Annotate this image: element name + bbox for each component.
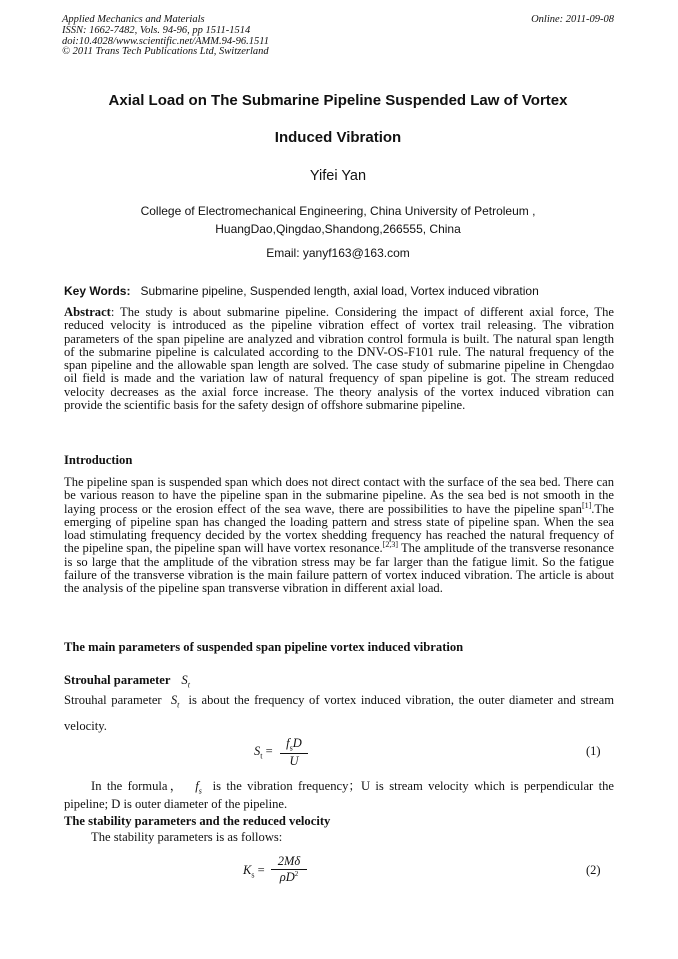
- eq1-lhs-symbol: S: [254, 744, 261, 758]
- eq1-denominator: U: [289, 753, 299, 768]
- eq2-denominator: ρD: [279, 870, 295, 884]
- strouhal-description: [64, 690, 614, 737]
- eq1-number: (1): [586, 744, 601, 758]
- stability-text: The stability parameters is as follows:: [91, 830, 283, 844]
- intro-text-2: .The emerging of pipeline span has changed the loading pattern and stress state of pipeline span. When the sea load stimulating frequency decided by the vortex shedding frequency has reached the natural frequency of the pipeline span, the pipeline span will have vortex resonance.: [64, 501, 614, 556]
- issn-line: ISSN: 1662-7482, Vols. 94-96, pp 1511-1514: [62, 24, 251, 36]
- doi-line: doi:10.4028/www.scientific.net/AMM.94-96.1511: [62, 35, 269, 47]
- strouhal-heading-text: Strouhal parameter: [64, 673, 171, 687]
- copyright-line: © 2011 Trans Tech Publications Ltd, Switzerland: [62, 46, 269, 58]
- affiliation-line-1: College of Electromechanical Engineering, China University of Petroleum ,: [140, 204, 536, 218]
- formula-symbol-f: f: [195, 779, 199, 793]
- abstract: [64, 306, 614, 412]
- eq1-num-sub: s: [289, 743, 293, 753]
- section-heading-parameters: The main parameters of suspended span pipeline vortex induced vibration: [64, 640, 464, 654]
- eq2-lhs-sub: s: [251, 870, 255, 880]
- strouhal-symbol-sub: t: [187, 680, 190, 690]
- author-email: Email: yanyf163@163.com: [266, 246, 410, 260]
- eq1-fraction: [280, 736, 308, 769]
- journal-header: [62, 15, 614, 58]
- eq2-lhs-symbol: K: [243, 863, 252, 877]
- intro-text-3: The amplitude of the transverse resonance is so large that the amplitude of the vibration stress may be far larger than the fatigue limit. So the fatigue failure of the transverse vibration is the main failure pattern of vortex induced vibration. The article is about the analysis of the pipeline span transverse vibration in different axial load.: [64, 541, 614, 596]
- keywords: [64, 284, 616, 298]
- title-line-2: Induced Vibration: [274, 129, 402, 146]
- intro-text-1: The pipeline span is suspended span which does not direct contact with the surface of the sea bed. There can be various reason to have the pipeline span in the submarine pipeline. As the sea bed is not smooth in the laying process or the erosion effect of the sea wave, there are possibilities to have the pipeline span: [64, 475, 614, 516]
- eq2-number: (2): [586, 863, 601, 877]
- eq2-fraction: [271, 854, 307, 885]
- strouhal-text-b: is about the frequency of vortex induced vibration, the outer diameter and stream velocity.: [64, 693, 615, 733]
- affiliation-line-2: HuangDao,Qingdao,Shandong,266555, China: [215, 222, 461, 236]
- author-name: Yifei Yan: [309, 168, 367, 184]
- keywords-label: Key Words:: [64, 284, 131, 298]
- eq1-num-d: D: [292, 736, 302, 750]
- citation-1: [1]: [581, 500, 592, 510]
- eq1-lhs-sub: t: [260, 751, 263, 761]
- strouhal-inline-sub: t: [177, 700, 180, 710]
- eq2-equals: =: [257, 863, 265, 877]
- eq1-lhs: [254, 744, 273, 761]
- keywords-text: Submarine pipeline, Suspended length, axial load, Vortex induced vibration: [140, 284, 539, 298]
- formula-text-a: In the formula，: [91, 779, 185, 793]
- formula-explanation: [64, 780, 614, 811]
- title-line-1: Axial Load on The Submarine Pipeline Suspended Law of Vortex: [108, 92, 568, 109]
- introduction-body: [64, 476, 614, 596]
- strouhal-heading: [64, 673, 190, 690]
- eq2-denominator-sup: 2: [294, 870, 299, 878]
- strouhal-text-a: Strouhal parameter: [64, 693, 162, 707]
- paper-title: [62, 92, 614, 146]
- abstract-text: : The study is about submarine pipeline. Considering the impact of different axial force, The reduced velocity is introduced as the pipeline vibration effect of vortex trail releasing. The vibration parameters of the span pipeline are analyzed and vibration control formula is built. The natural span length of the submarine pipeline is calculated according to the DNV-OS-F101 rule. The natural frequency of the span pipeline and the allowable span length are solved. The case study of submarine pipeline in Chengdao oil field is made and the variation law of natural frequency of span pipeline is got. The stream reduced velocity decreases as the axial force increase. The theory analysis of the vortex induced vibration can provide the scientific basis for the safety design of offshore submarine pipeline.: [64, 305, 614, 413]
- eq2-numerator: 2Mδ: [277, 854, 301, 868]
- eq1-num-f: f: [286, 736, 290, 750]
- online-date: Online: 2011-09-08: [531, 14, 614, 25]
- eq1-equals: =: [265, 744, 273, 758]
- citation-2-3: [2,3]: [382, 540, 399, 550]
- eq2-lhs: [243, 863, 265, 880]
- introduction-heading: Introduction: [64, 453, 133, 467]
- journal-name: Applied Mechanics and Materials: [62, 14, 205, 25]
- abstract-label: Abstract: [64, 305, 111, 319]
- formula-symbol-sub: s: [198, 786, 202, 796]
- strouhal-inline-symbol: S: [170, 693, 178, 707]
- formula-text-b: is the vibration frequency；U is stream velocity which is perpendicular the pipeline; D is outer diameter of the pipeline.: [64, 779, 614, 811]
- strouhal-symbol: S: [181, 673, 188, 687]
- stability-heading: The stability parameters and the reduced velocity: [64, 814, 331, 828]
